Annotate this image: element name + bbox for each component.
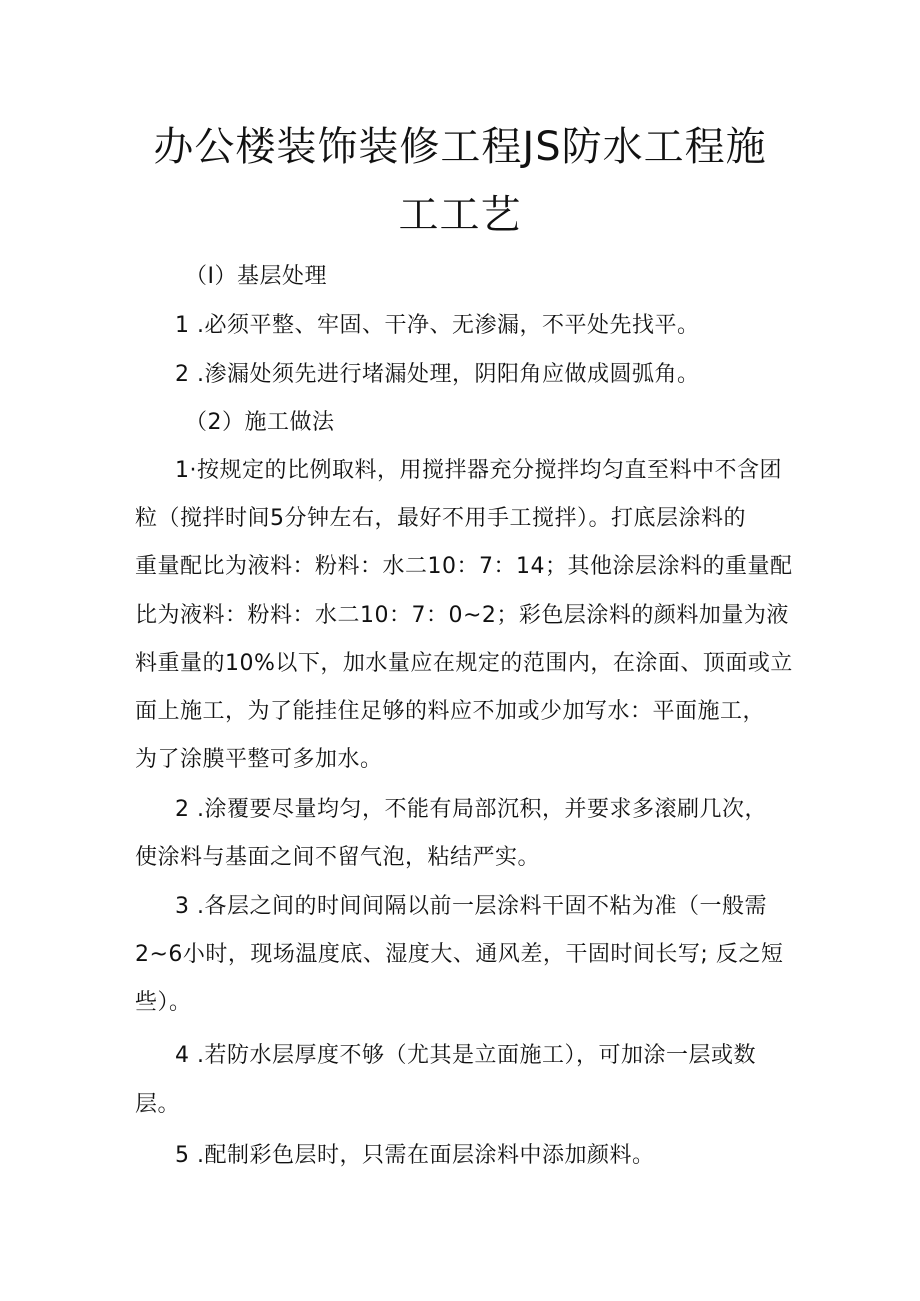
method-paragraph-1-line-4: 比为液料：粉料：水二10：7：0~2；彩色层涂料的颜料加量为液 [135,603,789,628]
section-heading-base-treatment: （I）基层处理 [185,264,327,289]
method-paragraph-2-line-1: 2 .涂覆要尽量均匀，不能有局部沉积，并要求多滚刷几次， [175,797,767,822]
method-paragraph-2-line-2: 使涂料与基面之间不留气泡，粘结严实。 [135,845,541,870]
section-heading-construction-method: （2）施工做法 [185,410,335,435]
base-treatment-item-2: 2 .渗漏处须先进行堵漏处理，阴阳角应做成圆弧角。 [175,362,700,387]
method-paragraph-1-line-2: 粒（搅拌时间5分钟左右，最好不用手工搅拌）。打底层涂料的 [135,506,746,531]
method-paragraph-1-line-3: 重量配比为液料：粉料：水二10：7：14；其他涂层涂料的重量配 [135,554,793,579]
method-paragraph-3-line-2: 2~6小时，现场温度底、湿度大、通风差，干固时间长写; 反之短 [135,942,784,967]
method-paragraph-1-line-7: 为了涂膜平整可多加水。 [135,747,383,772]
method-paragraph-3-line-3: 些）。 [135,990,192,1015]
method-paragraph-1-line-5: 料重量的10%以下，加水量应在规定的范围内，在涂面、顶面或立 [135,651,793,676]
document-title-line-1: 办公楼装饰装修工程JS防水工程施 [153,124,767,170]
base-treatment-item-1: 1 .必须平整、牢固、干净、无渗漏，不平处先找平。 [175,313,700,338]
document-title-line-2: 工工艺 [398,192,522,238]
method-paragraph-5: 5 .配制彩色层时，只需在面层涂料中添加颜料。 [175,1143,655,1168]
method-paragraph-3-line-1: 3 .各层之间的时间间隔以前一层涂料干固不粘为准（一般需 [175,894,767,919]
method-paragraph-1-line-6: 面上施工，为了能挂住足够的料应不加或少加写水：平面施工， [135,699,766,724]
method-paragraph-4-line-2: 层。 [135,1092,181,1117]
method-paragraph-4-line-1: 4 .若防水层厚度不够（尤其是立面施工），可加涂一层或数 [175,1043,756,1068]
method-paragraph-1-line-1: 1·按规定的比例取料，用搅拌器充分搅拌均匀直至料中不含团 [175,458,782,483]
